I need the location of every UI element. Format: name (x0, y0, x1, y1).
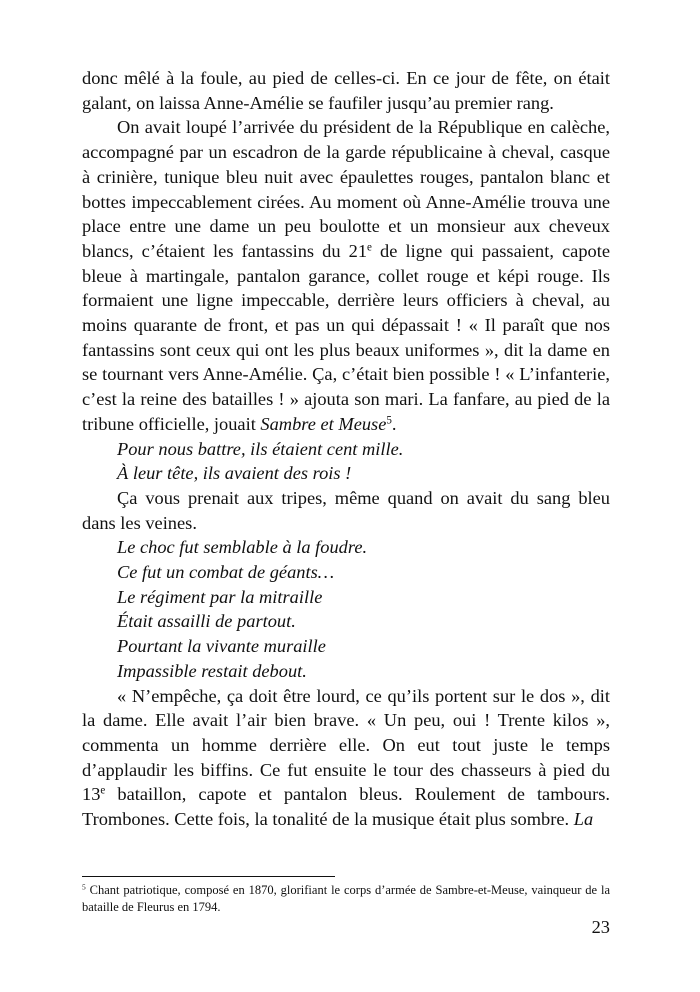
paragraph (82, 115, 610, 436)
paragraph-text: On avait loupé l’arrivée du président de la République en calèche, accompagné par un escadron de la garde républicaine à cheval, casque à crinière, tunique bleu nuit avec épaulettes rouges, pantalon blanc et bottes impeccablement cirées. Au moment où Anne-Amélie trouva une place entre une dame un peu boulotte et un monsieur aux cheveux blancs, c’étaient les fantassins du 21 (82, 117, 610, 261)
verse-line: À leur tête, ils avaient des rois ! (117, 463, 352, 484)
verse-line: Ce fut un combat de géants… (117, 562, 335, 583)
paragraph-text: bataillon, capote et pantalon bleus. Roulement de tambours. Trombones. Cette fois, la tonalité de la musique était plus sombre. (82, 784, 610, 830)
paragraph-text: donc mêlé à la foule, au pied de celles-ci. En ce jour de fête, on était galant, on laissa Anne-Amélie se faufiler jusqu’au premier rang. (82, 68, 610, 113)
footnote (82, 882, 610, 916)
paragraph-text: « N’empêche, ça doit être lourd, ce qu’ils portent sur le dos », dit la dame. Elle avait l’air bien brave. « Un peu, oui ! Trente kilos », commenta un homme derrière elle. On eut tout juste le temps d’applaudir les biffins. Ce fut ensuite le tour des chasseurs à pied du 13 (82, 685, 610, 805)
footnote-marker: 5 (82, 882, 86, 892)
page-number: 23 (591, 917, 610, 937)
verse-line: Le choc fut semblable à la foudre. (117, 537, 368, 558)
ordinal-superscript: e (367, 241, 372, 254)
work-title-start: La (573, 809, 594, 830)
footnote-divider (82, 876, 335, 877)
ordinal-superscript: e (100, 784, 106, 797)
verse-line: Le régiment par la mitraille (117, 586, 323, 607)
verse-line: Était assailli de partout. (117, 611, 296, 632)
paragraph-text: . (391, 413, 397, 434)
paragraph-continued (82, 66, 610, 115)
paragraph: Ça vous prenait aux tripes, même quand on avait du sang bleu dans les veines. (82, 487, 610, 533)
footnote-reference: 5 (386, 414, 392, 427)
verse-line: Impassible restait debout. (117, 660, 307, 681)
paragraph-text: de ligne qui passaient, capote bleue à martingale, pantalon garance, collet rouge et képi rouge. Ils formaient une ligne impeccable, derrière leurs officiers à cheval, au moins quarante de front, et pas un qui dépassait ! « Il paraît que nos fantassins sont ceux qui ont les plus beaux uniformes », dit la dame en se tournant vers Anne-Amélie. Ça, c’était bien possible ! « L’infanterie, c’est la reine des batailles ! » ajouta son mari. La fanfare, au pied de la tribune officielle, jouait (82, 240, 610, 434)
body-text (82, 66, 610, 832)
footnote-text: Chant patriotique, composé en 1870, glorifiant le corps d’armée de Sambre-et-Meuse, vainqueur de la bataille de Fleurus en 1794. (82, 883, 610, 914)
verse-line: Pourtant la vivante muraille (117, 636, 326, 657)
verse-line: Pour nous battre, ils étaient cent mille. (117, 438, 404, 459)
paragraph (82, 684, 610, 832)
work-title: Sambre et Meuse (260, 413, 387, 434)
